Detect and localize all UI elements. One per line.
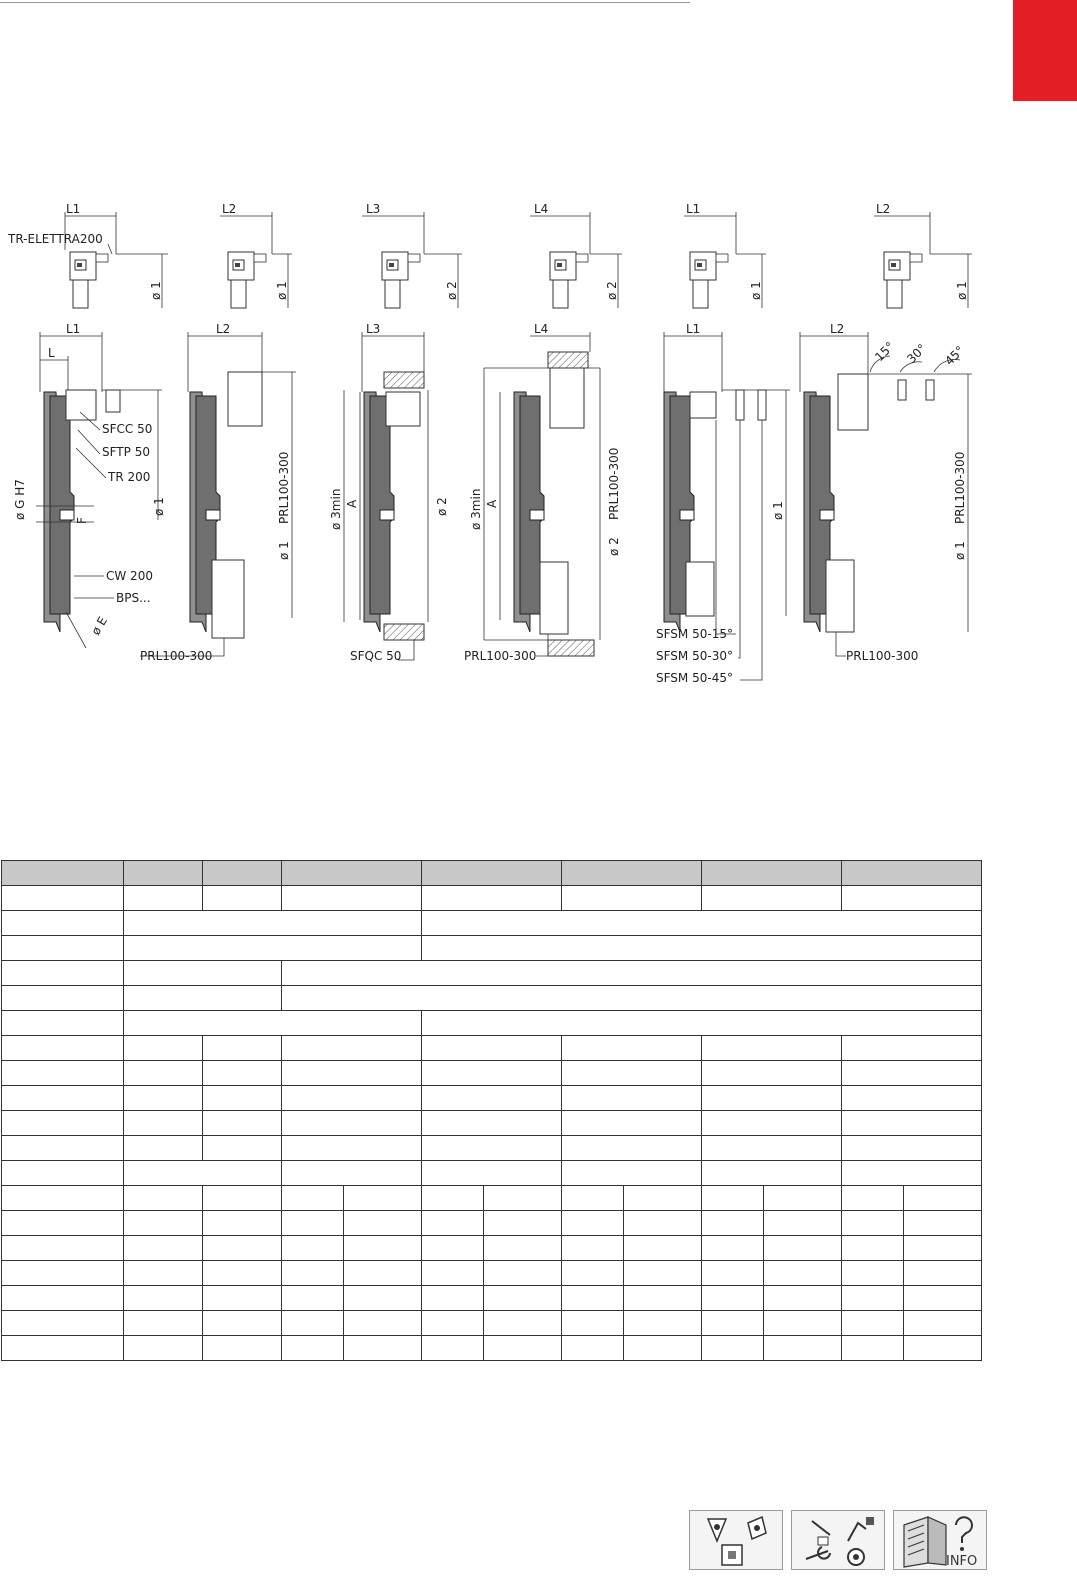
inner-diameter-3: ø 3min <box>329 488 343 530</box>
top-diameter-1: ø 1 <box>149 281 163 300</box>
top-view-6 <box>874 202 972 308</box>
table-row <box>2 1286 982 1311</box>
table-row <box>2 961 982 986</box>
table-row <box>2 1311 982 1336</box>
depth-label: F <box>75 517 89 524</box>
prl-bottom-6: PRL100-300 <box>846 649 919 663</box>
section-diameter-2: ø 1 <box>277 541 291 560</box>
sfqc-bottom: SFQC 50 <box>350 649 402 663</box>
table-row <box>2 1161 982 1186</box>
section-length-3: L3 <box>366 322 381 336</box>
sfsm-30: SFSM 50-30° <box>656 649 733 663</box>
top-length-3: L3 <box>366 202 381 216</box>
callout-sfcc: SFCC 50 <box>102 422 153 436</box>
bore-label: ø G H7 <box>13 479 27 520</box>
prl-vertical-6: PRL100-300 <box>953 451 967 524</box>
section-view-6 <box>800 322 972 663</box>
outer-diameter-label: ø E <box>88 614 110 638</box>
table-row <box>2 936 982 961</box>
technical-drawing <box>0 190 1000 710</box>
table-row <box>2 1036 982 1061</box>
section-sublength: L <box>48 346 55 360</box>
section-diameter-5: ø 1 <box>771 501 785 520</box>
section-length-2: L2 <box>216 322 231 336</box>
section-length-1: L1 <box>66 322 81 336</box>
table-row <box>2 911 982 936</box>
section-view-1 <box>13 322 166 648</box>
section-view-3 <box>329 322 449 663</box>
top-diameter-4: ø 2 <box>605 281 619 300</box>
prl-bottom-2: PRL100-300 <box>140 649 213 663</box>
prl-vertical-4: PRL100-300 <box>607 447 621 520</box>
table-row <box>2 1136 982 1161</box>
footer-icon-bar <box>689 1510 987 1570</box>
section-view-2 <box>140 322 296 663</box>
inserts-icon[interactable] <box>689 1510 783 1570</box>
top-view-1 <box>7 202 168 308</box>
top-diameter-3: ø 2 <box>445 281 459 300</box>
section-diameter-6: ø 1 <box>953 541 967 560</box>
info-label: INFO <box>946 1554 978 1569</box>
table-row <box>2 1261 982 1286</box>
prl-vertical-2: PRL100-300 <box>277 451 291 524</box>
inner-diameter-4: ø 3min <box>469 488 483 530</box>
table-row <box>2 1236 982 1261</box>
top-view-5 <box>684 202 766 308</box>
table-row <box>2 1061 982 1086</box>
top-length-2: L2 <box>222 202 237 216</box>
callout-tr: TR 200 <box>108 470 151 484</box>
section-length-4: L4 <box>534 322 549 336</box>
section-tab <box>1013 0 1077 101</box>
height-a-4: A <box>485 499 499 508</box>
sfsm-15: SFSM 50-15° <box>656 627 733 641</box>
top-view-2 <box>220 202 292 308</box>
section-diameter-4: ø 2 <box>607 537 621 556</box>
table-cell <box>2 861 124 886</box>
top-diameter-2: ø 1 <box>275 281 289 300</box>
header-rule <box>0 2 690 3</box>
section-view-5 <box>656 322 790 685</box>
table-row <box>2 1336 982 1361</box>
top-diameter-6: ø 1 <box>955 281 969 300</box>
top-label-1: TR-ELETTRA200 <box>8 232 103 246</box>
sfsm-45: SFSM 50-45° <box>656 671 733 685</box>
top-length-5: L1 <box>686 202 701 216</box>
callout-cw: CW 200 <box>106 569 153 583</box>
tools-spare-parts-icon[interactable] <box>791 1510 885 1570</box>
section-length-6: L2 <box>830 322 845 336</box>
prl-bottom-4: PRL100-300 <box>464 649 537 663</box>
specification-table <box>1 860 982 1361</box>
angle-30: 30° <box>904 341 930 367</box>
table-header-row <box>2 861 982 886</box>
angle-15: 15° <box>872 339 898 365</box>
table-row <box>2 1211 982 1236</box>
table-row <box>2 1086 982 1111</box>
top-view-3 <box>362 202 462 308</box>
table-row <box>2 1011 982 1036</box>
info-icon[interactable] <box>893 1510 987 1570</box>
top-length-4: L4 <box>534 202 549 216</box>
table-row <box>2 886 982 911</box>
table-row <box>2 1111 982 1136</box>
top-length-6: L2 <box>876 202 891 216</box>
top-view-4 <box>530 202 622 308</box>
section-length-5: L1 <box>686 322 701 336</box>
top-length-1: L1 <box>66 202 81 216</box>
callout-bps: BPS... <box>116 591 151 605</box>
section-view-4 <box>464 322 621 663</box>
section-diameter-3: ø 2 <box>435 497 449 516</box>
callout-sftp: SFTP 50 <box>102 445 150 459</box>
height-a-3: A <box>345 499 359 508</box>
table-row <box>2 986 982 1011</box>
table-row <box>2 1186 982 1211</box>
angle-45: 45° <box>942 343 968 369</box>
top-diameter-5: ø 1 <box>749 281 763 300</box>
section-diameter-1: ø 1 <box>152 497 166 516</box>
